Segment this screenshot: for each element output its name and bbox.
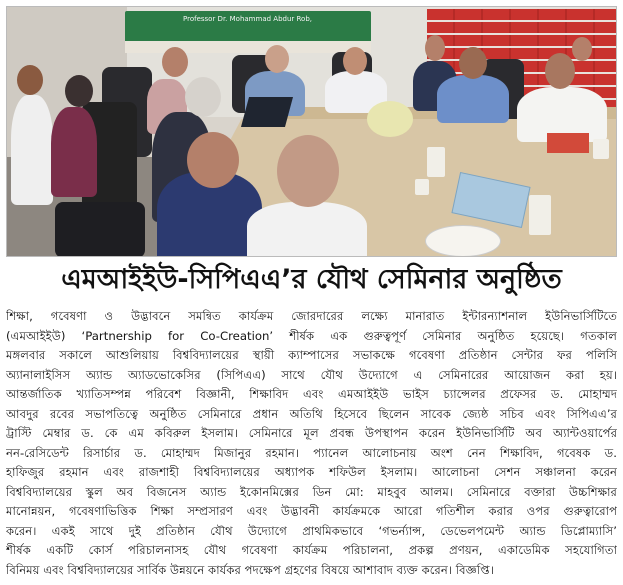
- photo-cup: [415, 179, 429, 195]
- photo-person-head: [459, 47, 487, 79]
- photo-glass: [529, 195, 551, 235]
- photo-red-box: [547, 133, 589, 153]
- photo-person: [51, 107, 97, 197]
- photo-laptop: [241, 97, 293, 127]
- article-line: অ্যানালাইসিস অ্যান্ড অ্যাডভোকেসির (সিপিএএ) সাথে যৌথ উদ্যোগে এ সেমিনারের আয়োজন করা হয়।: [6, 367, 617, 382]
- article-line: মঙ্গলবার সকালে আশুলিয়ায় বিশ্ববিদ্যালয়ের স্থায়ী ক্যাম্পাসের সভাকক্ষে গবেষণা প্রতিষ্ঠান সেন্টার ফর পলিসি: [6, 348, 617, 362]
- photo-flowers: [367, 101, 413, 137]
- photo-person-head: [572, 37, 592, 61]
- article-line: আবদুর রবের সভাপতিত্বে অনুষ্ঠিত সেমিনারে প্রধান অতিথি হিসেবে ছিলেন সাবেক জ্যেষ্ঠ সচিব এবং সিপিএএ’র: [6, 406, 617, 421]
- article-body: [6, 306, 617, 581]
- photo-person-head: [162, 47, 188, 77]
- photo-person-head: [545, 53, 575, 89]
- photo-person-head: [65, 75, 93, 107]
- photo-cup: [593, 139, 609, 159]
- article-line: করেন। একই সাথে দুই প্রতিষ্ঠান যৌথ উদ্যোগে প্রাথমিকভাবে ‘গভর্ন্যান্স, ডেভেলপমেন্ট অ্যান্ড ডিপ্লোম্যাসি’: [6, 523, 617, 538]
- news-photo: [6, 6, 617, 257]
- photo-banner-strip: [125, 41, 371, 53]
- photo-person-head: [343, 47, 367, 75]
- photo-person-head: [17, 65, 43, 95]
- photo-person-head: [185, 77, 221, 117]
- headline: এমআইইউ-সিপিএএ’র যৌথ সেমিনার অনুষ্ঠিত: [61, 264, 562, 295]
- article-line: হাফিজুর রহমান এবং রাজশাহী বিশ্ববিদ্যালয়ের অধ্যাপক শফিউল ইসলাম। আলোচনা সেশন সঞ্চালনা করেন: [6, 465, 617, 479]
- article-line: মানোন্নয়ন, গবেষণাভিত্তিক শিক্ষা সম্প্রসারণ এবং উদ্ভাবনী কার্যক্রমকে আরো গতিশীল করার ওপর গুরুত্বারোপ: [6, 504, 617, 518]
- article-line: নন-রেসিডেন্ট রিসার্চার ড. মোহাম্মদ মিজানুর রহমান। প্যানেল আলোচনায় অংশ নেন শিক্ষাবিদ, গবেষক ড.: [6, 445, 617, 460]
- photo-glass: [427, 147, 445, 177]
- photo-person: [247, 202, 367, 257]
- photo-plate: [425, 225, 501, 257]
- photo-person-head: [425, 35, 445, 61]
- article-line: বিনিময় এবং বিশ্ববিদ্যালয়ের সার্বিক উন্নয়নে কার্যকর পদক্ষেপ গ্রহণের বিষয়ে আশাবাদ ব্যক্ত করেন। বিজ্ঞপ্তি।: [6, 562, 494, 577]
- photo-banner-text: Professor Dr. Mohammad Abdur Rob,: [183, 15, 312, 23]
- article-line: শীর্ষক একটি কোর্স পরিচালনাসহ যৌথ গবেষণা কার্যক্রম পরিচালনা, প্রকল্প প্রণয়ন, একাডেমিক সহযোগিতা: [6, 543, 617, 557]
- photo-person: [437, 75, 509, 123]
- article-line: ট্রাস্টি মেম্বার ড. কে এম কবিরুল ইসলাম। সেমিনারে মূল প্রবন্ধ উপস্থাপন করেন ইউনিভার্সিটি অব অ্যান্টওয়ার্পের: [6, 426, 617, 440]
- photo-chair: [55, 202, 145, 257]
- article-line: বিশ্ববিদ্যালয়ের স্কুল অব বিজনেস অ্যান্ড ইকোনমিক্সের ডিন মো: মাহবুব আলম। সেমিনারে বক্তারা উচ্চশিক্ষার: [6, 484, 617, 499]
- article-line: আন্তর্জাতিক খ্যাতিসম্পন্ন পরিবেশ বিজ্ঞানী, শিক্ষাবিদ এবং এমআইইউ ভাইস চ্যান্সেলর প্রফেসর ড. মোহাম্মদ: [6, 387, 617, 401]
- photo-person: [11, 95, 53, 205]
- article-line: শিক্ষা, গবেষণা ও উদ্ভাবনে সমন্বিত কার্যক্রম জোরদারের লক্ষ্যে মানারাত ইন্টারন্যাশনাল ইউনিভার্সিটিতে: [6, 309, 617, 323]
- photo-person-head: [277, 135, 339, 207]
- photo-person-head: [265, 45, 289, 73]
- photo-person-head: [187, 132, 239, 188]
- article-line: (এমআইইউ) ‘Partnership for Co-Creation’ শীর্ষক এক গুরুত্বপূর্ণ সেমিনার অনুষ্ঠিত হয়েছে। গতকাল: [6, 328, 617, 343]
